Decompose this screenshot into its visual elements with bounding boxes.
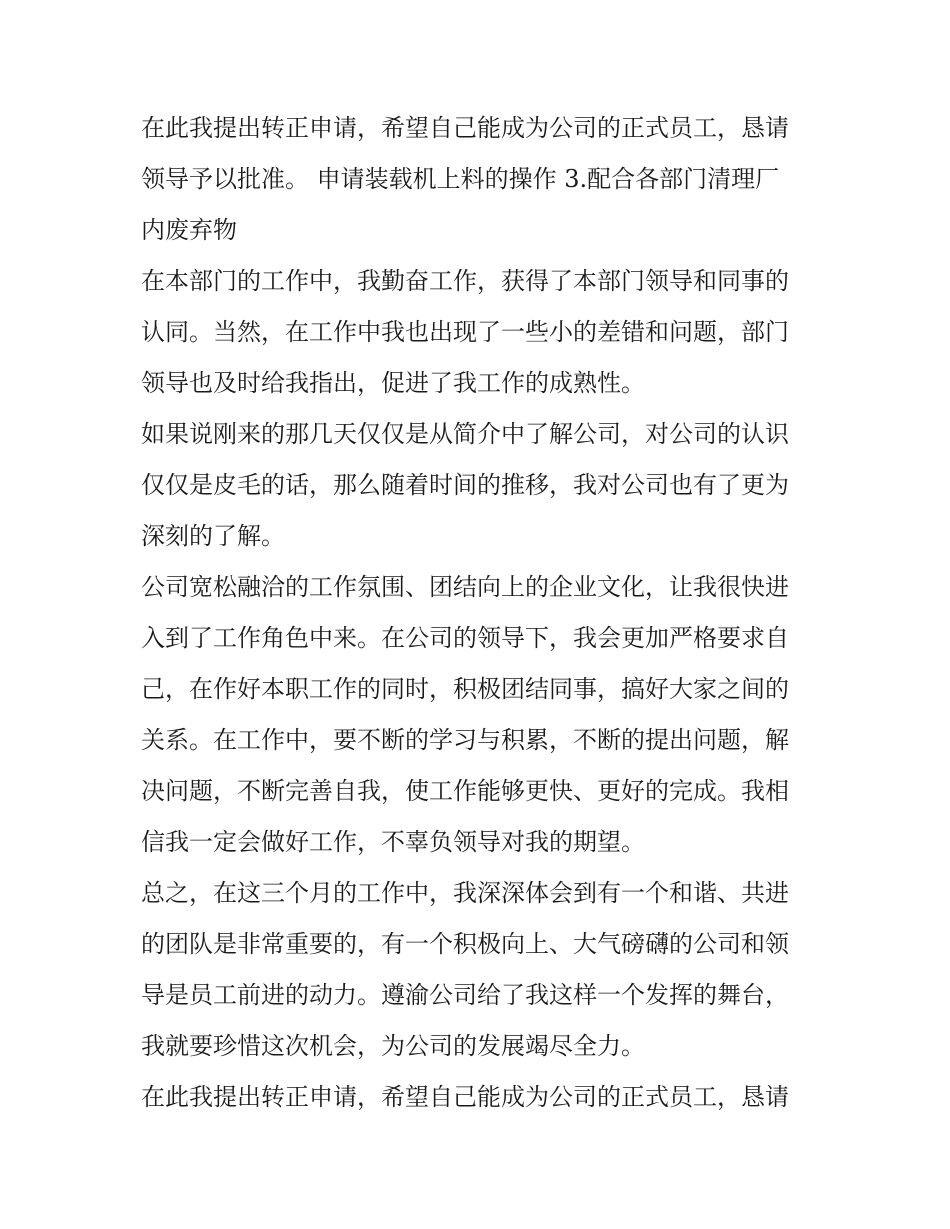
text-line: 领导也及时给我指出，促进了我工作的成熟性。: [141, 369, 645, 397]
text-line: 深刻的了解。: [141, 522, 285, 550]
text-line: 入到了工作角色中来。在公司的领导下，我会更加严格要求自: [141, 624, 789, 652]
text-line: 我就要珍惜这次机会，为公司的发展竭尽全力。: [141, 1032, 645, 1060]
text-line: 如果说刚来的那几天仅仅是从简介中了解公司，对公司的认识: [141, 420, 789, 448]
text-line: 决问题，不断完善自我，使工作能够更快、更好的完成。我相: [141, 777, 789, 805]
text-line: 领导予以批准。 申请装载机上料的操作 3.配合各部门清理厂: [141, 165, 780, 193]
document-body: [141, 103, 813, 1123]
text-line: 导是员工前进的动力。遵渝公司给了我这样一个发挥的舞台，: [141, 981, 789, 1009]
text-line: 己，在作好本职工作的同时，积极团结同事，搞好大家之间的: [141, 675, 789, 703]
text-line: 总之，在这三个月的工作中，我深深体会到有一个和谐、共进: [141, 879, 789, 907]
text-line: 关系。在工作中，要不断的学习与积累，不断的提出问题，解: [141, 726, 789, 754]
text-line: 内废弃物: [141, 216, 237, 244]
text-line: 在本部门的工作中，我勤奋工作，获得了本部门领导和同事的: [141, 267, 789, 295]
text-line: 认同。当然，在工作中我也出现了一些小的差错和问题，部门: [141, 318, 789, 346]
text-line: 公司宽松融洽的工作氛围、团结向上的企业文化，让我很快进: [141, 573, 789, 601]
text-line: 在此我提出转正申请，希望自己能成为公司的正式员工，恳请: [141, 1083, 789, 1111]
text-line: 在此我提出转正申请，希望自己能成为公司的正式员工，恳请: [141, 114, 789, 142]
text-line: 的团队是非常重要的，有一个积极向上、大气磅礴的公司和领: [141, 930, 789, 958]
text-line: 仅仅是皮毛的话，那么随着时间的推移，我对公司也有了更为: [141, 471, 789, 499]
text-line: 信我一定会做好工作，不辜负领导对我的期望。: [141, 828, 645, 856]
